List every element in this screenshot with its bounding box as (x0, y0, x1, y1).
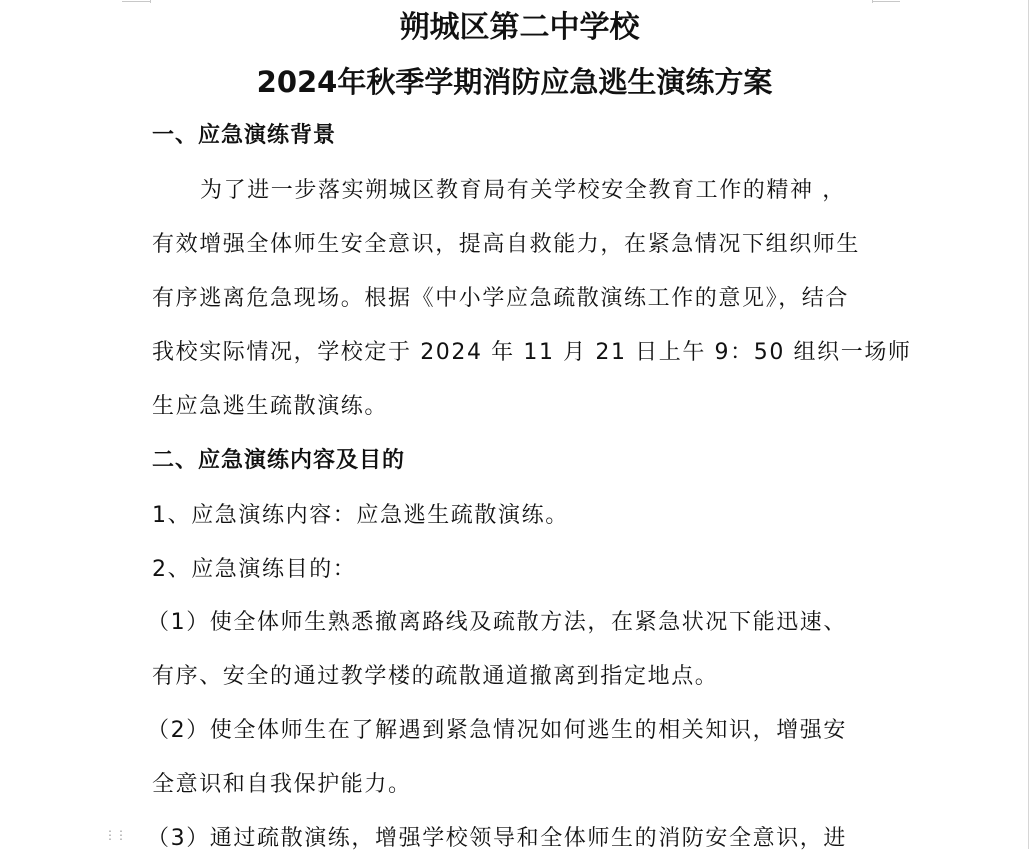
paragraph-line: 有效增强全体师生安全意识，提高自救能力，在紧急情况下组织师生 (152, 232, 861, 257)
section-1-heading: 一、应急演练背景 (152, 123, 337, 148)
paragraph-line: 我校实际情况，学校定于 2024 年 11 月 21 日上午 9：50 组织一场师 (152, 340, 912, 365)
section-2-heading: 二、应急演练内容及目的 (152, 448, 406, 473)
page-corner-mark-right (872, 1, 900, 2)
goal-2-line-1: （2）使全体师生在了解遇到紧急情况如何逃生的相关知识，增强安 (147, 718, 847, 743)
goal-1-line-1: （1）使全体师生熟悉撤离路线及疏散方法，在紧急状况下能迅速、 (147, 610, 847, 635)
paragraph-line: 生应急逃生疏散演练。 (152, 394, 389, 419)
paragraph-line: 为了进一步落实朔城区教育局有关学校安全教育工作的精神 ， (200, 178, 846, 203)
drag-handle-icon[interactable]: ⋮⋮ (104, 828, 126, 842)
document-title-school: 朔城区第二中学校 (399, 10, 640, 45)
page-corner-mark-left-vertical (150, 0, 151, 3)
goal-3-line-1: （3）通过疏散演练，增强学校领导和全体师生的消防安全意识，进 (147, 826, 847, 851)
page-corner-mark-right-vertical (872, 0, 873, 3)
paragraph-line: 有序逃离危急现场。根据《中小学应急疏散演练工作的意见》，结合 (152, 286, 850, 311)
goal-2-line-2: 全意识和自我保护能力。 (152, 772, 412, 797)
page-corner-mark-left (122, 1, 150, 2)
goal-1-line-2: 有序、安全的通过教学楼的疏散通道撤离到指定地点。 (152, 664, 719, 689)
document-title-plan: 2024年秋季学期消防应急逃生演练方案 (256, 65, 773, 99)
list-item-content: 1、应急演练内容：应急逃生疏散演练。 (152, 503, 569, 528)
list-item-purpose: 2、应急演练目的： (152, 557, 357, 582)
